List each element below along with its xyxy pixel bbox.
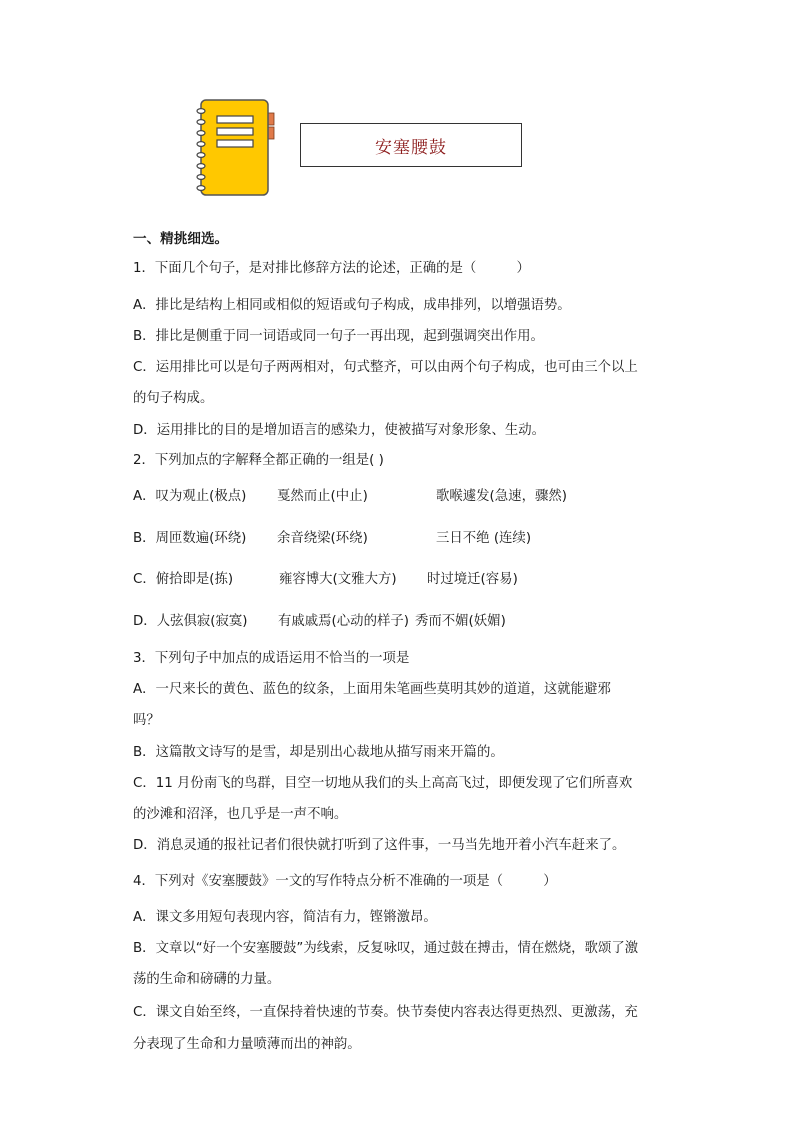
option-part: 余音绕梁(环绕): [277, 531, 368, 546]
question-3-option-c-cont: 的沙滩和沼泽，也几乎是一声不响。: [133, 807, 348, 822]
option-part: 歌喉遽发(急速，骤然): [436, 489, 567, 504]
question-3-option-d: D．消息灵通的报社记者们很快就打听到了这件事，一马当先地开着小汽车赶来了。: [133, 838, 626, 853]
option-part: 雍容博大(文雅大方): [279, 572, 397, 587]
option-part: 戛然而止(中止): [277, 489, 368, 504]
question-1-option-c-cont: 的句子构成。: [133, 391, 214, 406]
question-1-option-a: A．排比是结构上相同或相似的短语或句子构成，成串排列，以增强语势。: [133, 298, 571, 313]
question-4-option-c: C．课文自始至终，一直保持着快速的节奏。快节奏使内容表达得更热烈、更激荡，充: [133, 1005, 638, 1020]
question-4-option-a: A．课文多用短句表现内容，简洁有力，铿锵激昂。: [133, 910, 437, 925]
option-part: C．俯拾即是(拣): [133, 572, 234, 587]
question-3-option-b: B．这篇散文诗写的是雪，却是别出心裁地从描写雨来开篇的。: [133, 745, 504, 760]
page-title: 安塞腰鼓: [300, 123, 522, 167]
option-part: 有戚戚焉(心动的样子): [278, 614, 409, 629]
question-1-option-d: D．运用排比的目的是增加语言的感染力，使被描写对象形象、生动。: [133, 423, 546, 438]
question-4-option-b-cont: 荡的生命和磅礴的力量。: [133, 972, 281, 987]
question-1-option-b: B．排比是侧重于同一词语或同一句子一再出现，起到强调突出作用。: [133, 329, 544, 344]
option-part: B．周匝数遍(环绕): [133, 531, 247, 546]
question-4-option-c-cont: 分表现了生命和力量喷薄而出的神韵。: [133, 1037, 361, 1052]
option-part: 时过境迁(容易): [427, 572, 518, 587]
option-part: 秀而不媚(妖媚): [415, 614, 506, 629]
question-1-option-c: C．运用排比可以是句子两两相对，句式整齐，可以由两个句子构成，也可由三个以上: [133, 360, 638, 375]
question-4-stem: 4．下列对《安塞腰鼓》一文的写作特点分析不准确的一项是（ ）: [133, 874, 557, 889]
option-part: D．人弦俱寂(寂寞): [133, 614, 248, 629]
option-part: A．叹为观止(极点): [133, 489, 247, 504]
question-3-option-a: A．一尺来长的黄色、蓝色的纹条，上面用朱笔画些莫明其妙的道道，这就能避邪: [133, 682, 611, 697]
question-2-stem: 2．下列加点的字解释全都正确的一组是( ): [133, 453, 384, 468]
notebook-icon: [195, 99, 277, 197]
option-part: 三日不绝 (连续): [436, 531, 532, 546]
question-3-option-c: C．11 月份南飞的鸟群，目空一切地从我们的头上高高飞过，即便发现了它们所喜欢: [133, 776, 633, 791]
question-1-stem: 1．下面几个句子，是对排比修辞方法的论述，正确的是（ ）: [133, 261, 530, 276]
question-3-stem: 3．下列句子中加点的成语运用不恰当的一项是: [133, 651, 410, 666]
section-heading: 一、精挑细选。: [133, 231, 229, 247]
question-4-option-b: B．文章以“好一个安塞腰鼓”为线索，反复咏叹，通过鼓在搏击，情在燃烧，歌颂了激: [133, 941, 639, 956]
question-3-option-a-cont: 吗？: [133, 713, 160, 728]
